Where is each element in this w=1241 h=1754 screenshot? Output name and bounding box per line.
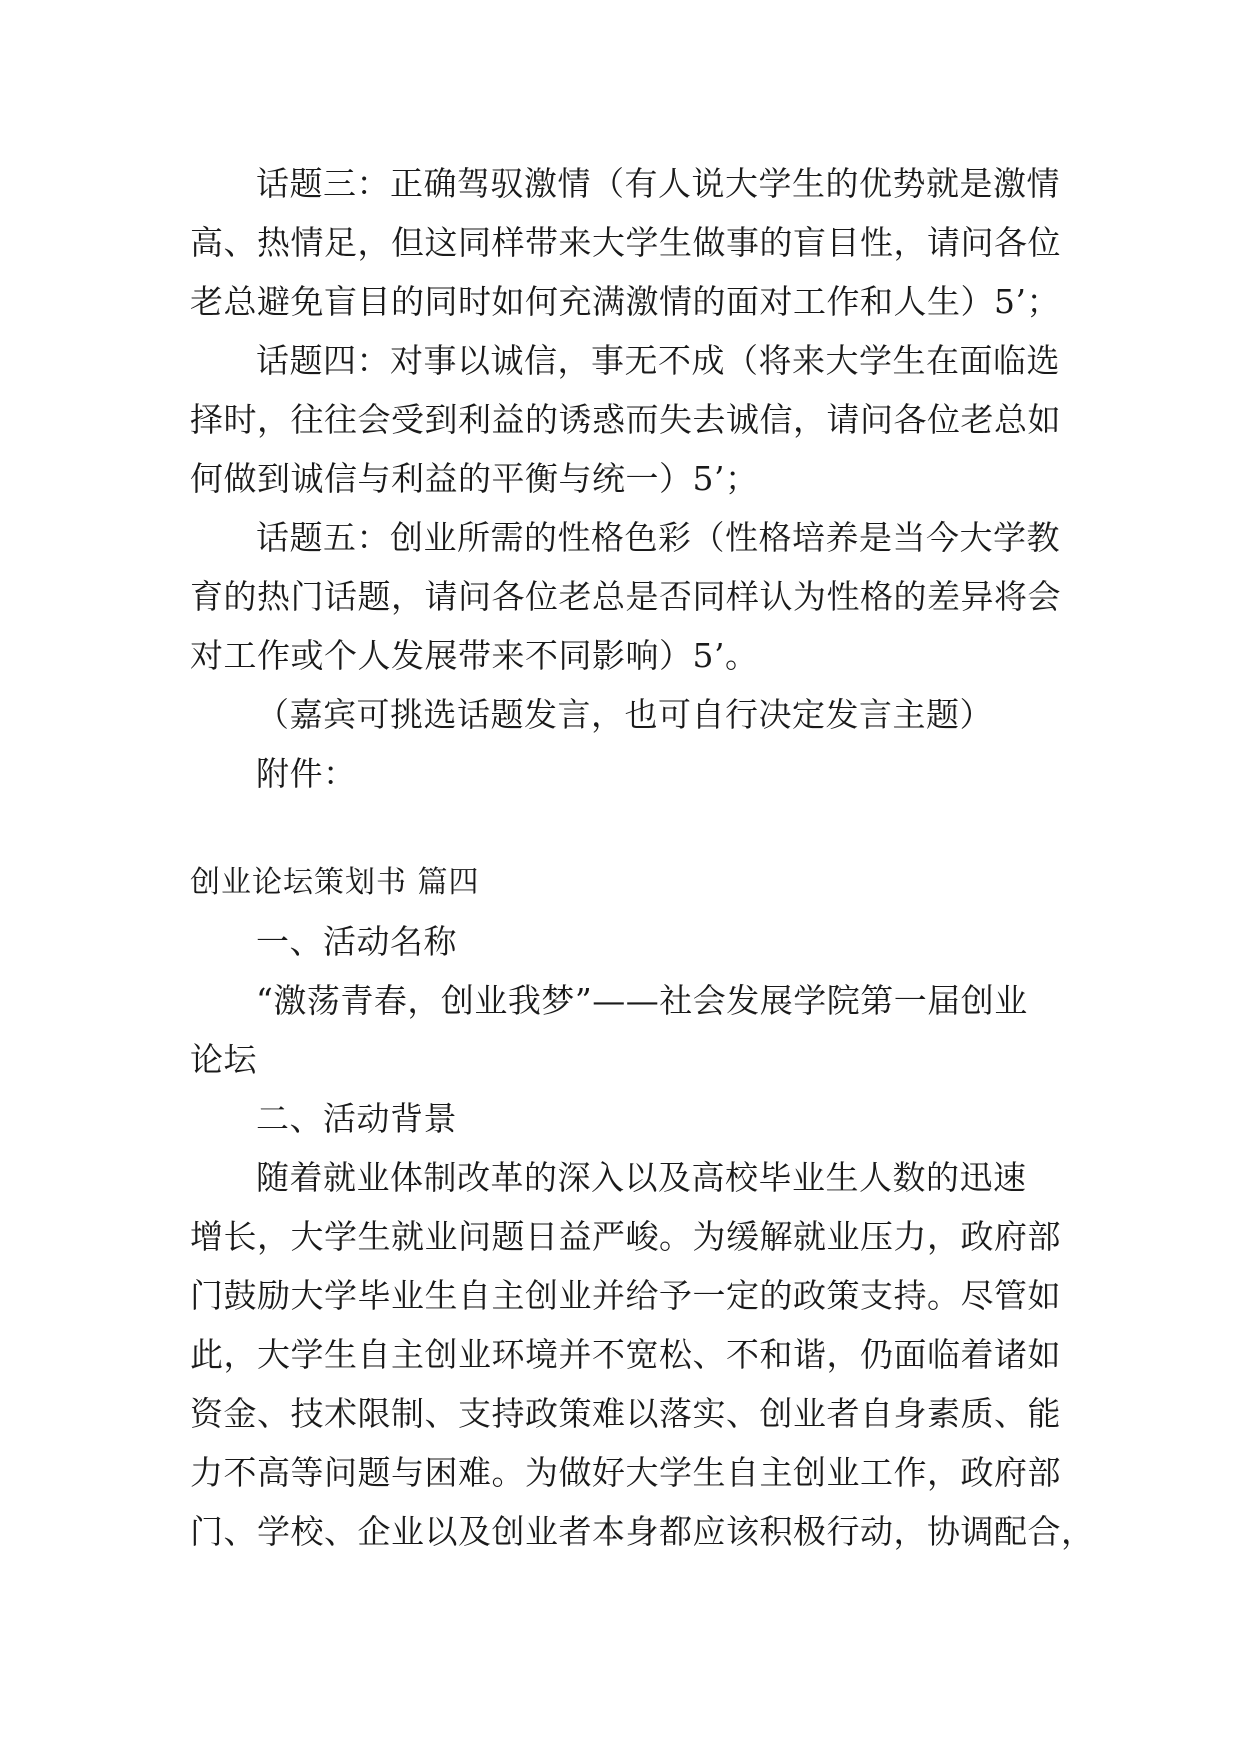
paragraph-line: 对工作或个人发展带来不同影响）5’。 [190,636,759,675]
paragraph-line: 门鼓励大学毕业生自主创业并给予一定的政策支持。尽管如 [190,1276,1061,1315]
section-heading: 创业论坛策划书 篇四 [190,865,480,900]
paragraph-line: 话题四：对事以诚信，事无不成（将来大学生在面临选 [256,341,1060,380]
paragraph-line: 此，大学生自主创业环境并不宽松、不和谐，仍面临着诸如 [190,1335,1061,1374]
paragraph-line: 育的热门话题，请问各位老总是否同样认为性格的差异将会 [190,577,1061,616]
paragraph-line: “激荡青春，创业我梦”——社会发展学院第一届创业 [256,981,1028,1020]
paragraph-line: 高、热情足，但这同样带来大学生做事的盲目性，请问各位 [190,223,1061,262]
paragraph-line: （嘉宾可挑选话题发言，也可自行决定发言主题） [256,695,993,734]
paragraph-line: 附件： [256,754,357,793]
paragraph-line: 力不高等问题与困难。为做好大学生自主创业工作，政府部 [190,1453,1061,1492]
paragraph-line: 门、学校、企业以及创业者本身都应该积极行动，协调配合， [190,1512,1095,1551]
paragraph-line: 何做到诚信与利益的平衡与统一）5’； [190,459,759,498]
paragraph-line: 话题五：创业所需的性格色彩（性格培养是当今大学教 [256,518,1060,557]
paragraph-line: 话题三：正确驾驭激情（有人说大学生的优势就是激情 [256,164,1060,203]
paragraph-line: 随着就业体制改革的深入以及高校毕业生人数的迅速 [256,1158,1027,1197]
paragraph-line: 论坛 [190,1040,257,1079]
subheading: 一、活动名称 [256,922,457,961]
paragraph-line: 择时，往往会受到利益的诱惑而失去诚信，请问各位老总如 [190,400,1061,439]
paragraph-line: 老总避免盲目的同时如何充满激情的面对工作和人生）5’； [190,282,1060,321]
paragraph-line: 资金、技术限制、支持政策难以落实、创业者自身素质、能 [190,1394,1061,1433]
subheading: 二、活动背景 [256,1099,457,1138]
paragraph-line: 增长，大学生就业问题日益严峻。为缓解就业压力，政府部 [190,1217,1061,1256]
